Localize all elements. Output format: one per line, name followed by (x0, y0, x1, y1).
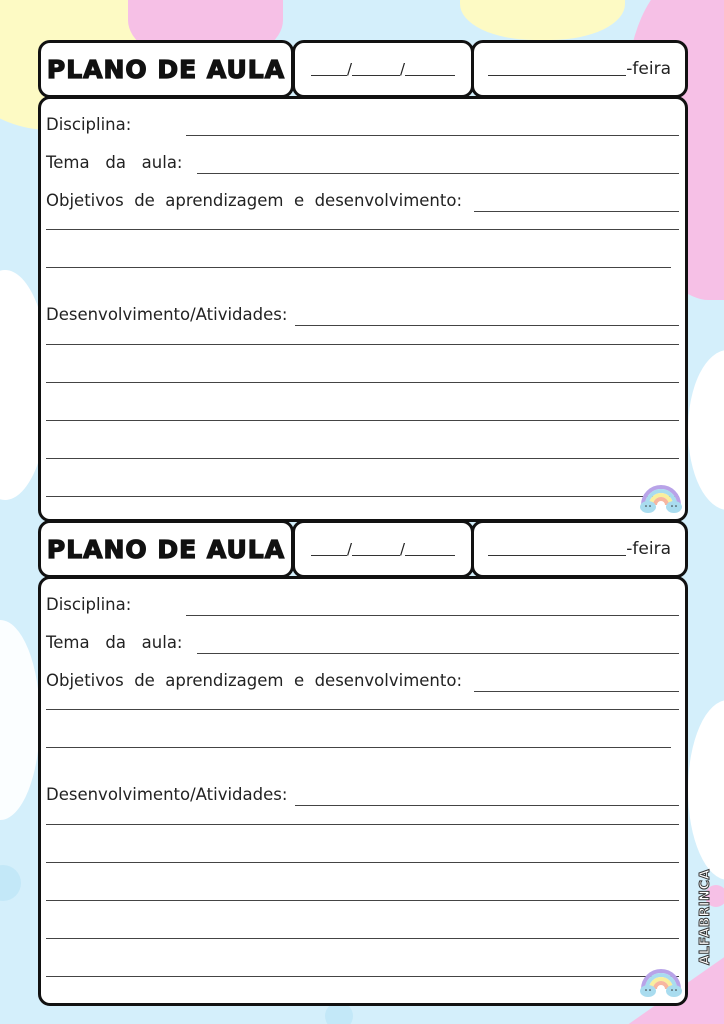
cloud-shape (688, 350, 724, 510)
atividades-line[interactable] (46, 344, 679, 345)
date-separator: / (346, 60, 352, 78)
objetivos-row[interactable] (46, 191, 679, 212)
desenvolvimento-label: Desenvolvimento/Atividades: (46, 305, 288, 324)
tema-label: Tema da aula: (46, 153, 183, 172)
date-field[interactable] (292, 40, 474, 98)
disciplina-label: Disciplina: (46, 115, 132, 134)
disciplina-blank[interactable] (186, 118, 679, 136)
plan-body (38, 96, 688, 522)
weekday-field[interactable] (471, 40, 688, 98)
desenvolvimento-blank[interactable] (295, 308, 679, 326)
objetivos-row[interactable] (46, 671, 679, 692)
tema-label: Tema da aula: (46, 633, 183, 652)
objetivos-line[interactable] (46, 267, 671, 268)
weekday-suffix: -feira (626, 539, 671, 559)
disciplina-label: Disciplina: (46, 595, 132, 614)
day-blank[interactable] (311, 62, 347, 76)
atividades-line[interactable] (46, 496, 679, 497)
desenvolvimento-row[interactable] (46, 305, 679, 326)
date-separator: / (400, 540, 406, 558)
objetivos-line[interactable] (46, 709, 679, 710)
date-separator: / (346, 540, 352, 558)
rainbow-cloud-icon (639, 961, 683, 1001)
desenvolvimento-blank[interactable] (295, 788, 679, 806)
weekday-blank[interactable] (488, 542, 626, 556)
month-blank[interactable] (352, 542, 400, 556)
title-box (38, 520, 294, 578)
objetivos-label: Objetivos de aprendizagem e desenvolvimento: (46, 671, 463, 690)
objetivos-blank[interactable] (474, 194, 679, 212)
objetivos-blank[interactable] (474, 674, 679, 692)
yellow-blob (460, 0, 625, 40)
atividades-line[interactable] (46, 938, 679, 939)
weekday-suffix: -feira (626, 59, 671, 79)
weekday-field[interactable] (471, 520, 688, 578)
weekday-blank[interactable] (488, 62, 626, 76)
atividades-line[interactable] (46, 900, 679, 901)
rainbow-cloud-icon (639, 477, 683, 517)
day-blank[interactable] (311, 542, 347, 556)
atividades-line[interactable] (46, 862, 679, 863)
tema-row[interactable] (46, 153, 679, 174)
desenvolvimento-row[interactable] (46, 785, 679, 806)
atividades-line[interactable] (46, 458, 679, 459)
date-separator: / (400, 60, 406, 78)
cloud-shape (688, 700, 724, 880)
objetivos-line[interactable] (46, 229, 679, 230)
brand-watermark: ALFABRINCA (698, 868, 713, 965)
blue-dot (0, 865, 21, 901)
date-field[interactable] (292, 520, 474, 578)
tema-blank[interactable] (197, 636, 680, 654)
tema-row[interactable] (46, 633, 679, 654)
tema-blank[interactable] (197, 156, 680, 174)
desenvolvimento-label: Desenvolvimento/Atividades: (46, 785, 288, 804)
atividades-line[interactable] (46, 420, 679, 421)
plan-header (38, 520, 688, 578)
objetivos-line[interactable] (46, 747, 671, 748)
disciplina-blank[interactable] (186, 598, 679, 616)
year-blank[interactable] (405, 542, 455, 556)
plan-header (38, 40, 688, 98)
plan-title: PLANO DE AULA (46, 534, 286, 564)
atividades-line[interactable] (46, 382, 679, 383)
cloud-shape (0, 620, 40, 820)
month-blank[interactable] (352, 62, 400, 76)
title-box (38, 40, 294, 98)
plan-body (38, 576, 688, 1006)
plan-title: PLANO DE AULA (46, 54, 286, 84)
disciplina-row[interactable] (46, 115, 679, 136)
atividades-line[interactable] (46, 824, 679, 825)
atividades-line[interactable] (46, 976, 679, 977)
objetivos-label: Objetivos de aprendizagem e desenvolvimento: (46, 191, 463, 210)
disciplina-row[interactable] (46, 595, 679, 616)
year-blank[interactable] (405, 62, 455, 76)
